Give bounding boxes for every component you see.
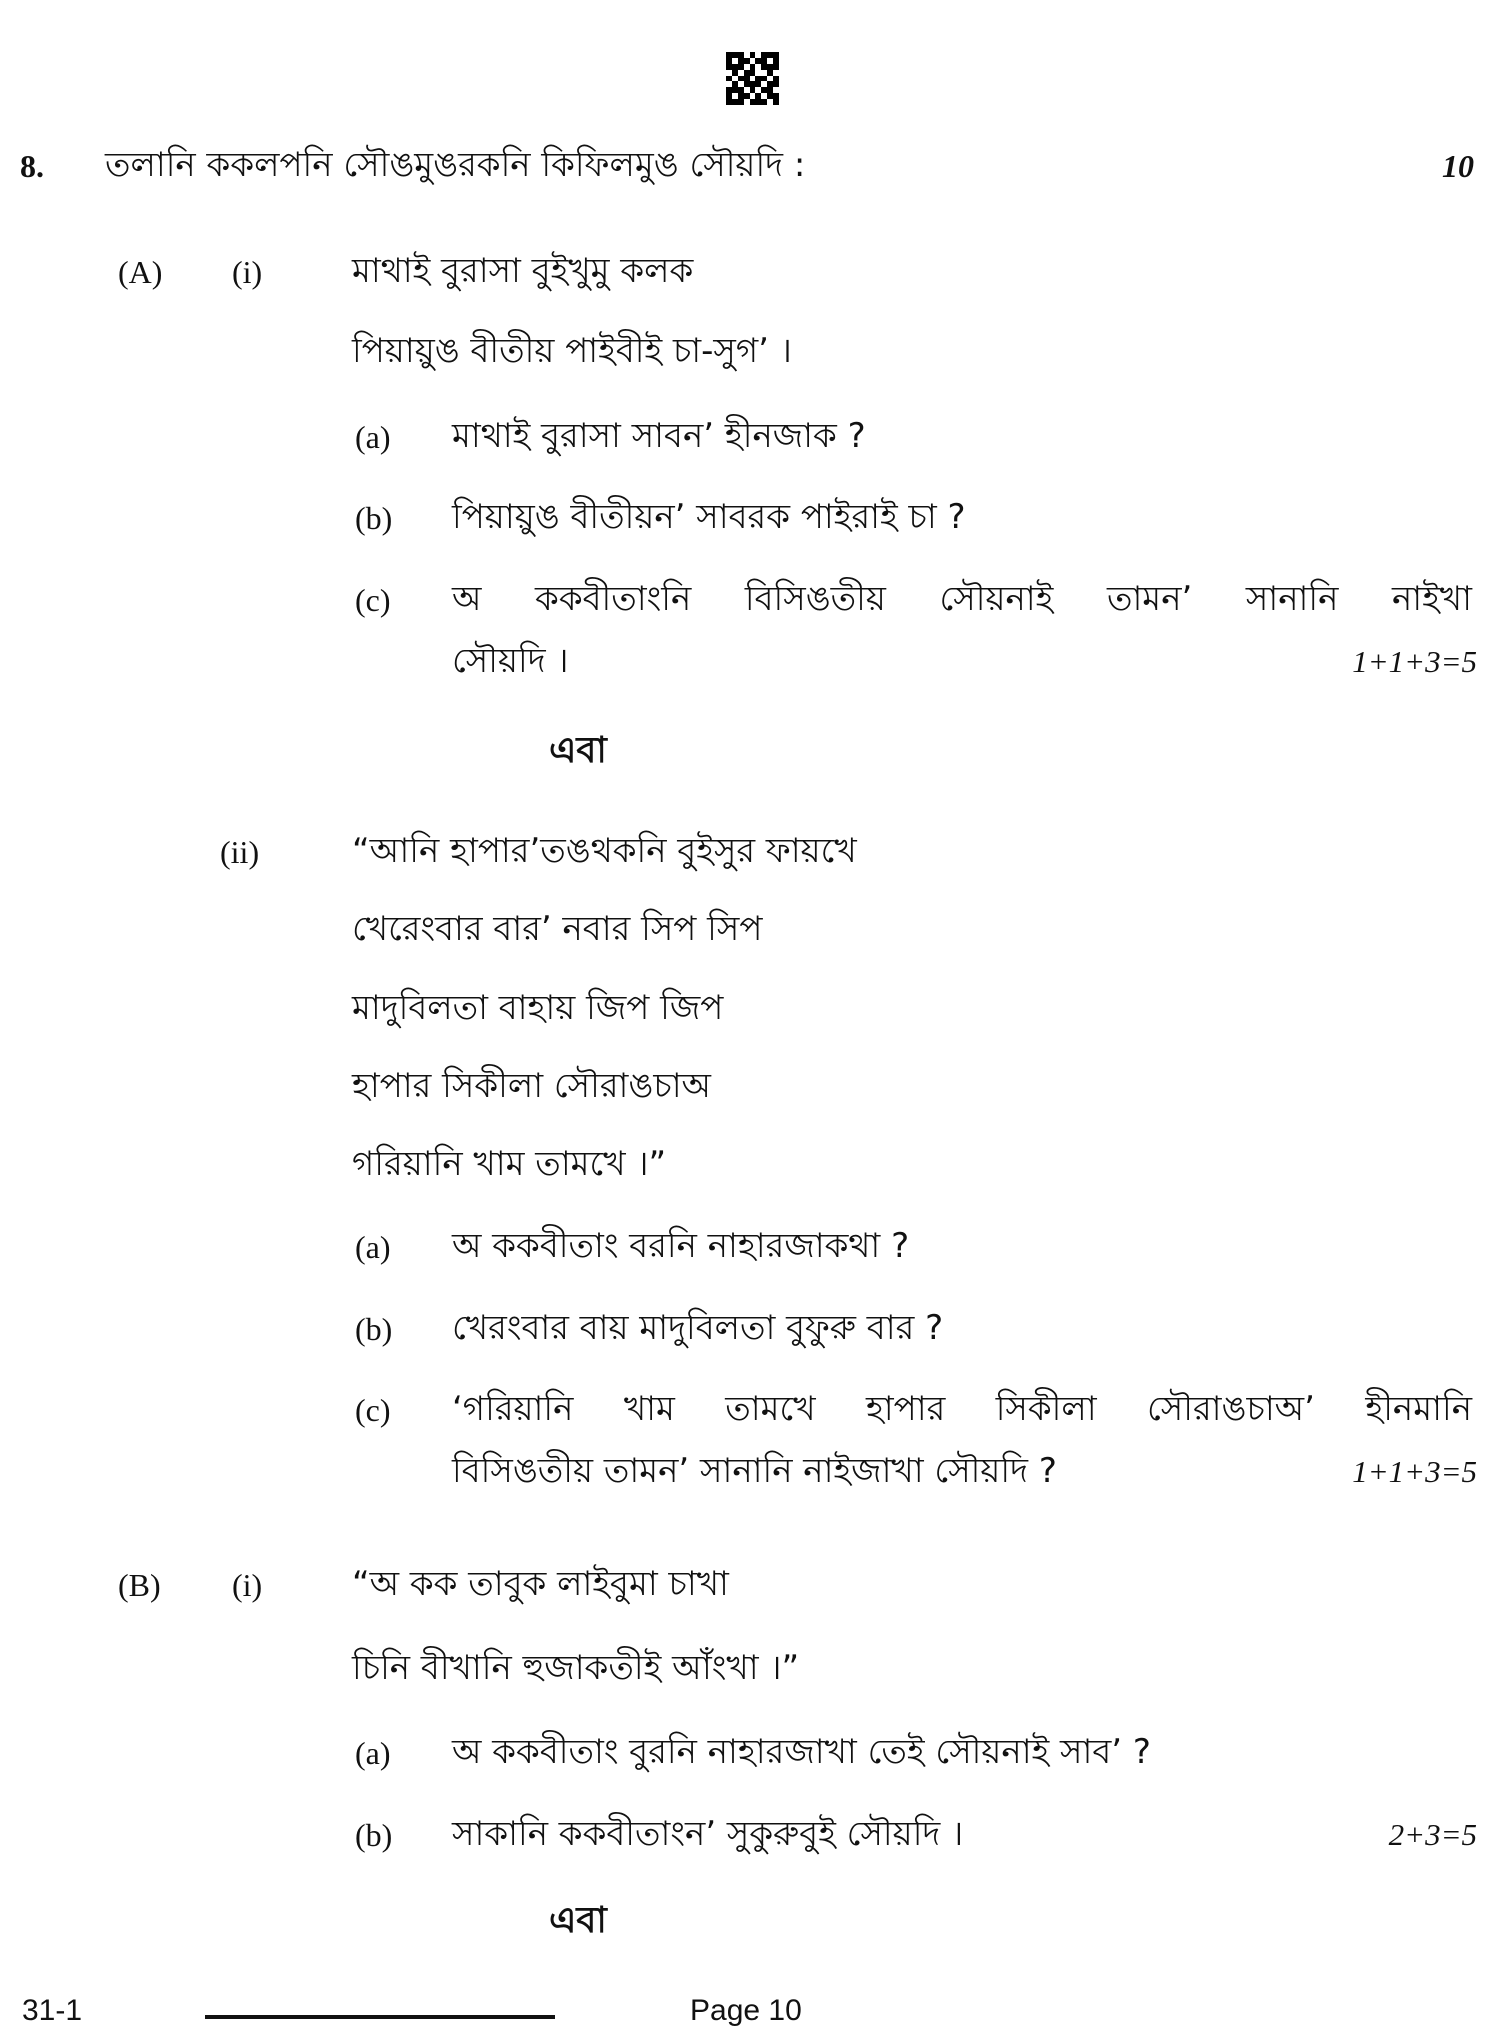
sub-question-text: খেরংবার বায় মাদুবিলতা বুফুরু বার ? [452, 1308, 944, 1348]
question-number: 8. [20, 148, 44, 184]
or-separator: এবা [549, 1900, 607, 1941]
sub-question-text-cont: সৌয়দি । [452, 641, 569, 681]
paper-code: 31-1 [22, 1994, 83, 2027]
sub-question-label: (a) [355, 1735, 391, 1771]
sub-question-label: (a) [355, 419, 391, 455]
page-number: Page 10 [690, 1994, 802, 2027]
poem-line: মাথাই বুরাসা বুইখুমু কলক [352, 251, 694, 291]
sub-question-text: মাথাই বুরাসা সাবন’ হীনজাক ? [452, 416, 866, 456]
qr-code-icon [726, 52, 779, 105]
part-b-i-label: (i) [232, 1567, 263, 1603]
sub-question-label: (b) [355, 500, 393, 536]
sub-question-text: অ ককবীতাং বরনি নাহারজাকথা ? [452, 1226, 910, 1266]
section-b-label: (B) [118, 1567, 161, 1603]
poem-line: “আনি হাপার’তঙথকনি বুইসুর ফায়খে [352, 831, 857, 871]
section-a-label: (A) [118, 254, 163, 290]
sub-question-label: (b) [355, 1311, 393, 1347]
poem-line: “অ কক তাবুক লাইবুমা চাখা [352, 1564, 729, 1604]
sub-question-label: (c) [355, 582, 391, 618]
question-total-marks: 10 [1442, 148, 1474, 184]
marks-allocation: 2+3=5 [1388, 1817, 1477, 1852]
part-a-i-label: (i) [232, 254, 263, 290]
poem-line: গরিয়ানি খাম তামখে ।” [352, 1144, 667, 1184]
sub-question-text: সাকানি ককবীতাংন’ সুকুরুবুই সৌয়দি । [452, 1814, 964, 1854]
sub-question-label: (b) [355, 1817, 393, 1853]
poem-line: খেরেংবার বার’ নবার সিপ সিপ [352, 909, 763, 949]
or-separator: এবা [549, 730, 607, 771]
sub-question-text: ‘গরিয়ানি খাম তামখে হাপার সিকীলা সৌরাঙচাঅ’ হীনমানি [452, 1389, 1472, 1429]
marks-allocation: 1+1+3=5 [1352, 644, 1477, 679]
sub-question-text: অ ককবীতাংনি বিসিঙতীয় সৌয়নাই তামন’ সানানি নাইখা [452, 579, 1472, 619]
poem-line: হাপার সিকীলা সৌরাঙচাঅ [352, 1066, 712, 1106]
poem-line: পিয়ায়ুঙ বীতীয় পাইবীই চা-সুগ’ । [352, 331, 792, 371]
sub-question-label: (c) [355, 1392, 391, 1428]
sub-question-label: (a) [355, 1229, 391, 1265]
marks-allocation: 1+1+3=5 [1352, 1454, 1477, 1489]
poem-line: মাদুবিলতা বাহায় জিপ জিপ [352, 988, 724, 1028]
sub-question-text: অ ককবীতাং বুরনি নাহারজাখা তেই সৌয়নাই সাব’ ? [452, 1732, 1151, 1772]
part-a-ii-label: (ii) [220, 834, 260, 870]
poem-line: চিনি বীখানি হুজাকতীই আঁংখা ।” [352, 1648, 800, 1688]
footer-divider [205, 2015, 555, 2019]
sub-question-text-cont: বিসিঙতীয় তামন’ সানানি নাইজাখা সৌয়দি ? [452, 1451, 1057, 1491]
sub-question-text: পিয়ায়ুঙ বীতীয়ন’ সাবরক পাইরাই চা ? [452, 497, 966, 537]
question-instruction: তলানি ককলপনি সৌঙমুঙরকনি কিফিলমুঙ সৌয়দি : [105, 145, 806, 185]
